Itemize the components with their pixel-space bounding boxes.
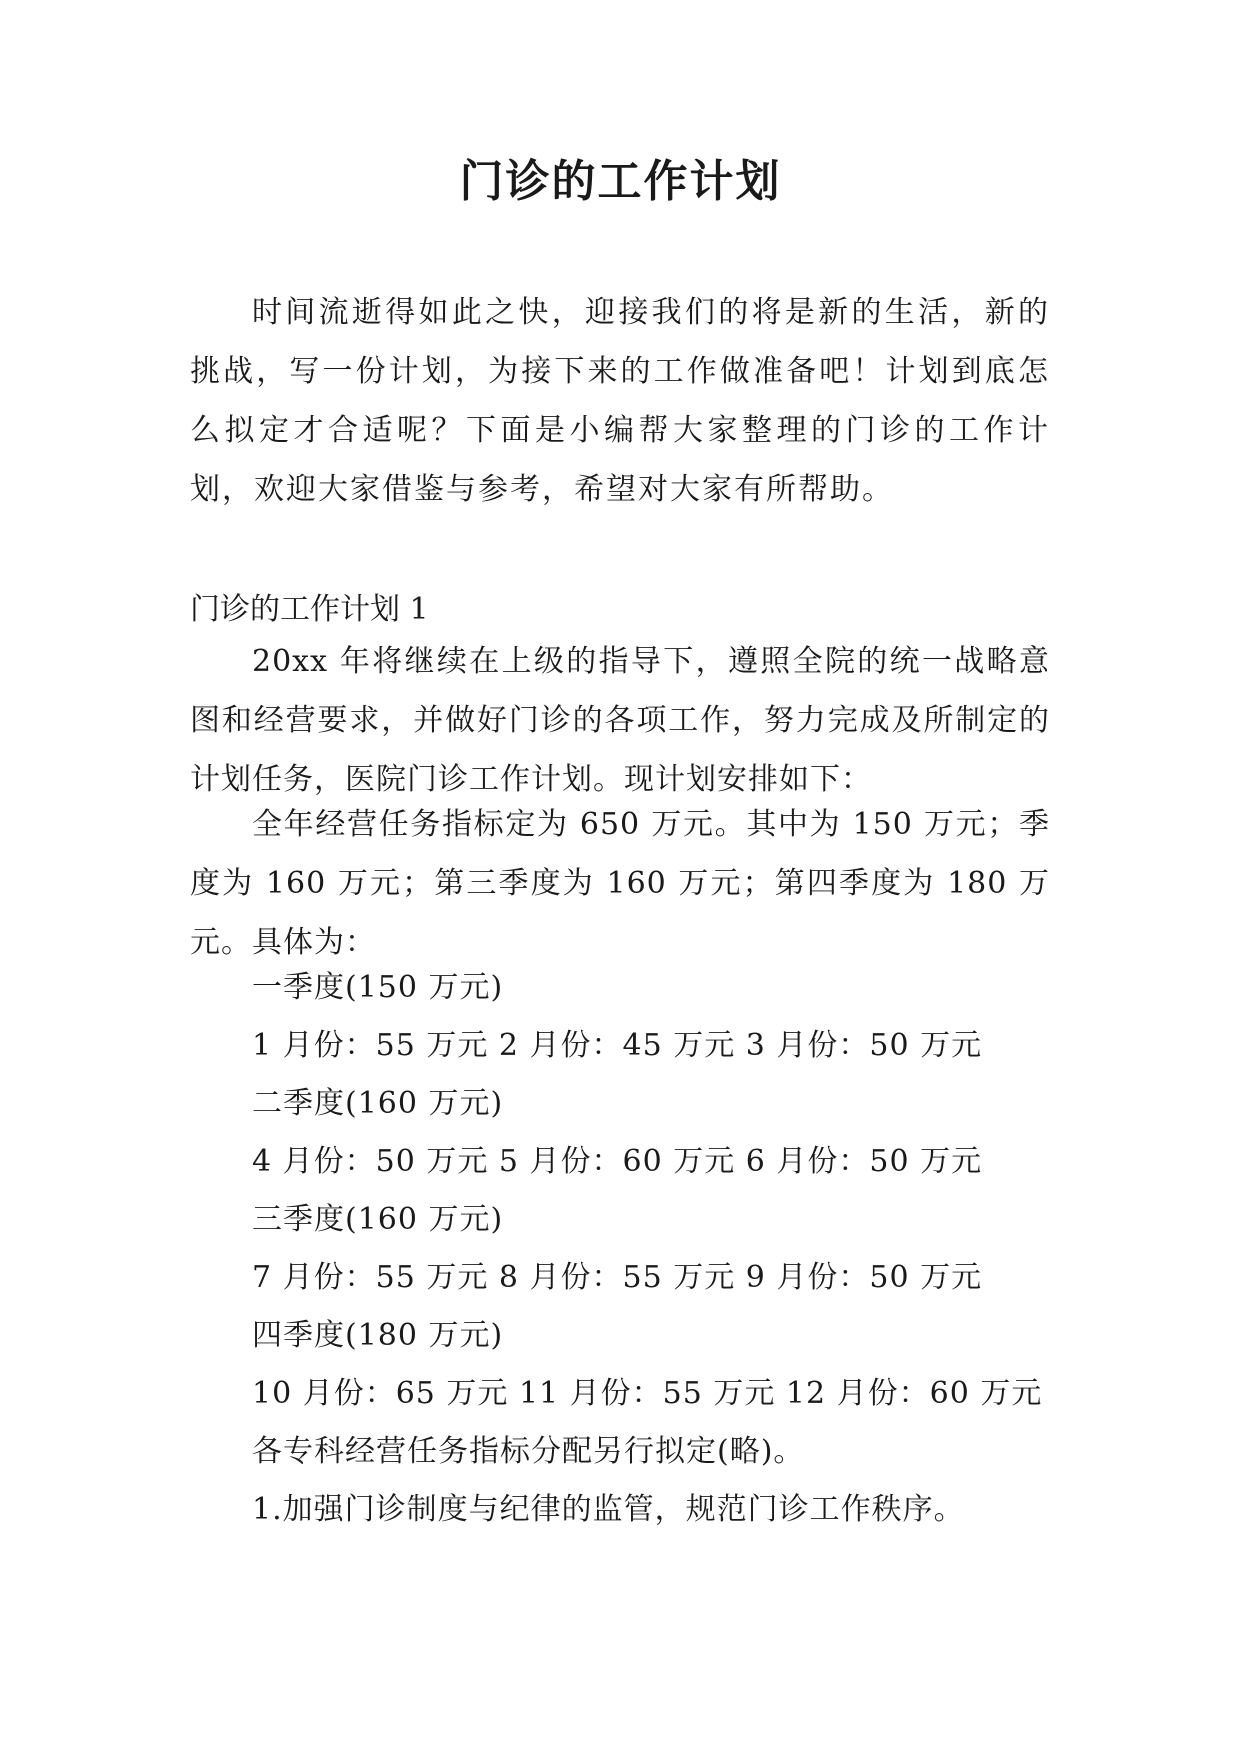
- quarter-1-heading: 一季度(150 万元): [252, 970, 504, 1005]
- plan-paragraph-2: 全年经营任务指标定为 650 万元。其中为 150 万元；季度为 160 万元；第三季度为 160 万元；第四季度为 180 万元。具体为：: [190, 807, 1050, 960]
- quarter-1-months: 1 月份：55 万元 2 月份：45 万元 3 月份：50 万元: [252, 1028, 983, 1063]
- document-title: 门诊的工作计划: [459, 156, 782, 207]
- plan-paragraph-1: 20xx 年将继续在上级的指导下，遵照全院的统一战略意图和经营要求，并做好门诊的各项工作，努力完成及所制定的计划任务，医院门诊工作计划。现计划安排如下：: [190, 644, 1050, 797]
- quarter-2-heading: 二季度(160 万元): [252, 1086, 504, 1121]
- intro-paragraph: 时间流逝得如此之快，迎接我们的将是新的生活，新的挑战，写一份计划，为接下来的工作做准备吧！计划到底怎么拟定才合适呢？下面是小编帮大家整理的门诊的工作计划，欢迎大家借鉴与参考，希望对大家有所帮助。: [190, 295, 1050, 507]
- section-heading: 门诊的工作计划 1: [190, 592, 429, 627]
- quarter-4-months: 10 月份：65 万元 11 月份：55 万元 12 月份：60 万元: [252, 1376, 1043, 1411]
- quarter-3-heading: 三季度(160 万元): [252, 1202, 504, 1237]
- quarter-2-months: 4 月份：50 万元 5 月份：60 万元 6 月份：50 万元: [252, 1144, 983, 1179]
- specialty-note: 各专科经营任务指标分配另行拟定(略)。: [252, 1434, 805, 1469]
- item-1: 1.加强门诊制度与纪律的监管，规范门诊工作秩序。: [252, 1492, 965, 1527]
- quarter-3-months: 7 月份：55 万元 8 月份：55 万元 9 月份：50 万元: [252, 1260, 983, 1295]
- quarter-4-heading: 四季度(180 万元): [252, 1318, 504, 1353]
